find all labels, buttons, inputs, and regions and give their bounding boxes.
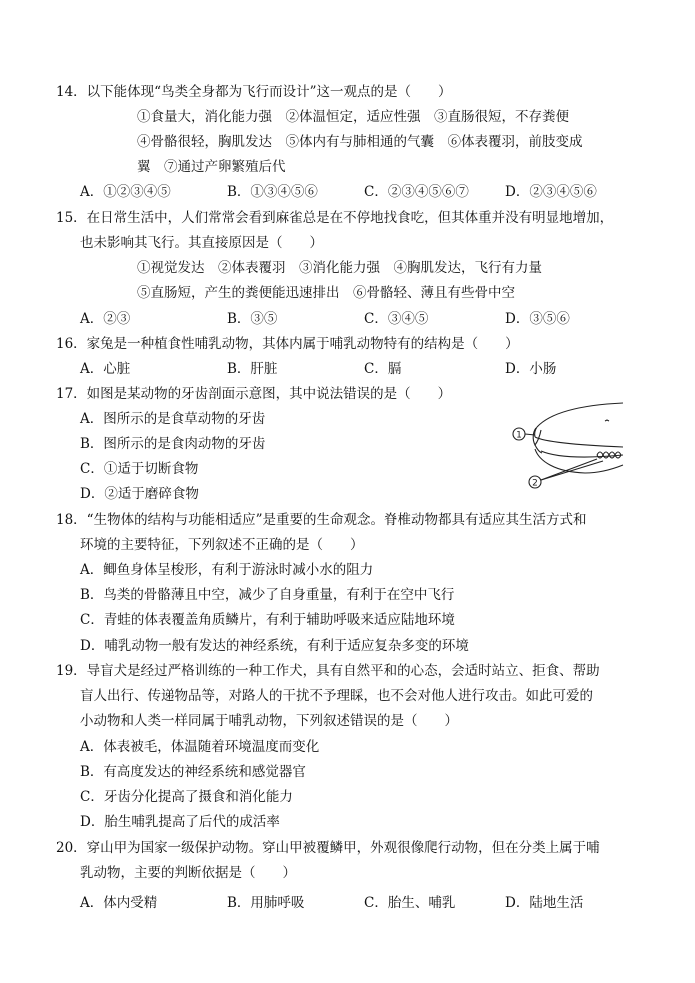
lower-jaw bbox=[535, 449, 623, 473]
q16-stem: 16．家兔是一种植食性哺乳动物，其体内属于哺乳动物特有的结构是（ ） bbox=[56, 336, 519, 352]
label-1-text: 1 bbox=[516, 430, 522, 441]
label-2-text: 2 bbox=[532, 478, 538, 489]
q19-stem-cont2: 小动物和人类一样同属于哺乳动物，下列叙述错误的是（ ） bbox=[80, 713, 458, 729]
q19-stem-cont: 盲人出行、传递物品等，对路人的干扰不予理睬，也不会对他人进行攻击。如此可爱的 bbox=[80, 688, 593, 704]
q15-option-c: C．③④⑤ bbox=[364, 311, 429, 327]
label-line-2 bbox=[541, 459, 597, 480]
q14-line3: 翼 ⑦通过产卵繁殖后代 bbox=[137, 159, 286, 175]
q20-stem: 20．穿山甲为国家一级保护动物。穿山甲被覆鳞甲，外观很像爬行动物，但在分类上属于哺 bbox=[56, 840, 600, 856]
q15-stem-cont: 也未影响其飞行。其直接原因是（ ） bbox=[80, 235, 323, 251]
q15-line1: ①视觉发达 ②体表覆羽 ③消化能力强 ④胸肌发达，飞行有力量 bbox=[137, 260, 542, 276]
q18-option-b: B．鸟类的骨骼薄且中空，减少了自身重量，有利于在空中飞行 bbox=[80, 587, 455, 603]
q17-option-d: D．②适于磨碎食物 bbox=[80, 486, 199, 502]
q19-option-c: C．牙齿分化提高了摄食和消化能力 bbox=[80, 789, 293, 805]
q14-option-b: B．①③④⑤⑥ bbox=[227, 184, 318, 200]
q14-line1: ①食量大，消化能力强 ②体温恒定，适应性强 ③直肠很短，不存粪便 bbox=[137, 109, 569, 125]
q15-option-b: B．③⑤ bbox=[227, 311, 278, 327]
q17-stem: 17．如图是某动物的牙齿剖面示意图，其中说法错误的是（ ） bbox=[56, 386, 452, 402]
label-line-2b bbox=[541, 461, 603, 480]
q14-line2: ④骨骼很轻，胸肌发达 ⑤体内有与肺相通的气囊 ⑥体表覆羽，前肢变成 bbox=[137, 134, 583, 150]
q19-option-a: A．体表被毛，体温随着环境温度而变化 bbox=[80, 739, 320, 755]
q18-option-d: D．哺乳动物一般有发达的神经系统，有利于适应复杂多变的环境 bbox=[80, 638, 469, 654]
q16-option-a: A．心脏 bbox=[80, 361, 131, 377]
q20-option-d: D．陆地生活 bbox=[505, 895, 584, 911]
q18-stem: 18．“生物体的结构与功能相适应”是重要的生命观念。脊椎动物都具有适应其生活方式和 bbox=[56, 512, 587, 528]
q15-line2: ⑤直肠短，产生的粪便能迅速排出 ⑥骨骼轻、薄且有些骨中空 bbox=[137, 285, 515, 301]
tooth-diagram bbox=[505, 397, 625, 492]
q16-option-b: B．肝脏 bbox=[227, 361, 278, 377]
q15-option-a: A．②③ bbox=[80, 311, 131, 327]
q14-option-d: D．②③④⑤⑥ bbox=[505, 184, 597, 200]
q20-option-a: A．体内受精 bbox=[80, 895, 158, 911]
skull-outline bbox=[537, 403, 623, 427]
q18-option-a: A．鲫鱼身体呈梭形，有利于游泳时减小水的阻力 bbox=[80, 562, 374, 578]
q18-stem-cont: 环境的主要特征，下列叙述不正确的是（ ） bbox=[80, 537, 364, 553]
q17-option-a: A．图所示的是食草动物的牙齿 bbox=[80, 411, 266, 427]
q19-stem: 19．导盲犬是经过严格训练的一种工作犬，具有自然平和的心态，会适时站立、拒食、帮助 bbox=[56, 663, 600, 679]
upper-jaw bbox=[535, 437, 623, 447]
q14-option-c: C．②③④⑤⑥⑦ bbox=[364, 184, 469, 200]
eye-mark bbox=[605, 420, 609, 421]
q15-stem: 15．在日常生活中，人们常常会看到麻雀总是在不停地找食吃，但其体重并没有明显地增加， bbox=[56, 210, 614, 226]
q17-option-c: C．①适于切断食物 bbox=[80, 461, 199, 477]
q19-option-b: B．有高度发达的神经系统和感觉器官 bbox=[80, 764, 306, 780]
q14-option-a: A．①②③④⑤ bbox=[80, 184, 171, 200]
q15-option-d: D．③⑤⑥ bbox=[505, 311, 570, 327]
q16-option-c: C．膈 bbox=[364, 361, 402, 377]
q16-option-d: D．小肠 bbox=[505, 361, 557, 377]
q14-stem: 14．以下能体现“鸟类全身都为飞行而设计”这一观点的是（ ） bbox=[56, 84, 452, 100]
q18-option-c: C．青蛙的体表覆盖角质鳞片，有利于辅助呼吸来适应陆地环境 bbox=[80, 612, 455, 628]
q20-option-c: C．胎生、哺乳 bbox=[364, 895, 456, 911]
q20-option-b: B．用肺呼吸 bbox=[227, 895, 305, 911]
q17-option-b: B．图所示的是食肉动物的牙齿 bbox=[80, 436, 266, 452]
q19-option-d: D．胎生哺乳提高了后代的成活率 bbox=[80, 814, 280, 830]
q20-stem-cont: 乳动物，主要的判断依据是（ ） bbox=[80, 865, 296, 881]
